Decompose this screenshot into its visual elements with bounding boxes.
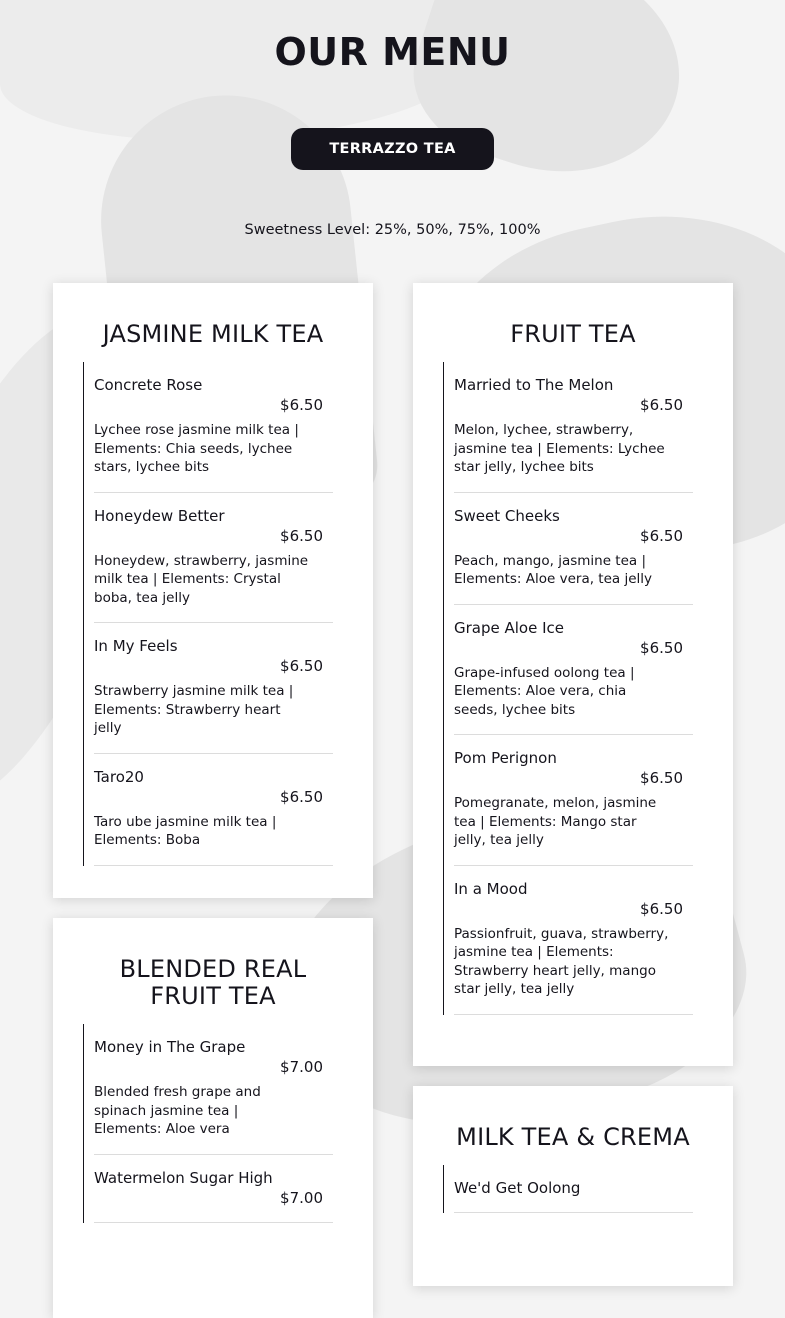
item-name: Honeydew Better <box>94 506 225 525</box>
menu-item[interactable] <box>454 1165 693 1213</box>
item-description: Passionfruit, guava, strawberry, jasmine tea | Elements: Strawberry heart jelly, mango star jelly, tea jelly <box>454 925 669 997</box>
menu-card-milk-tea-crema <box>413 1086 733 1286</box>
section-title <box>53 918 373 1010</box>
menu-item-list <box>443 1165 693 1213</box>
page-title: OUR MENU <box>274 30 511 74</box>
item-description: Melon, lychee, strawberry, jasmine tea | Elements: Lychee star jelly, lychee bits <box>454 422 665 475</box>
menu-card-jasmine-milk-tea <box>53 283 373 898</box>
item-name: Married to The Melon <box>454 376 614 394</box>
item-description: Honeydew, strawberry, jasmine milk tea | Elements: Crystal boba, tea jelly <box>94 552 309 606</box>
menu-item[interactable] <box>454 866 693 1015</box>
menu-item-list <box>83 362 333 866</box>
menu-card-blended-real-fruit-tea <box>53 918 373 1318</box>
item-name: In a Mood <box>454 879 528 898</box>
menu-item[interactable] <box>454 362 693 493</box>
item-price: $6.50 <box>640 769 683 787</box>
menu-item[interactable] <box>94 1155 333 1223</box>
menu-card-fruit-tea <box>413 283 733 1066</box>
menu-item[interactable] <box>454 493 693 605</box>
item-price: $6.50 <box>280 787 323 806</box>
item-description: Lychee rose jasmine milk tea | Elements: Chia seeds, lychee stars, lychee bits <box>94 422 299 475</box>
item-name: Watermelon Sugar High <box>94 1168 273 1187</box>
item-price: $6.50 <box>280 526 323 545</box>
menu-item[interactable] <box>94 754 333 866</box>
item-description: Strawberry jasmine milk tea | Elements: Strawberry heart jelly <box>94 683 294 736</box>
item-price: $7.00 <box>280 1188 323 1207</box>
item-name: Taro20 <box>94 767 144 786</box>
menu-item[interactable] <box>94 362 333 493</box>
section-title: FRUIT TEA <box>510 320 636 348</box>
menu-item[interactable] <box>454 735 693 866</box>
item-name: Sweet Cheeks <box>454 506 560 525</box>
item-name: Concrete Rose <box>94 376 203 394</box>
item-description: Peach, mango, jasmine tea | Elements: Aloe vera, tea jelly <box>454 552 653 587</box>
menu-item[interactable] <box>454 605 693 736</box>
section-title-line: BLENDED REAL <box>119 955 307 983</box>
menu-item-list <box>83 1024 333 1223</box>
item-name: Pom Perignon <box>454 749 557 767</box>
sweetness-level-text: Sweetness Level: 25%, 50%, 75%, 100% <box>244 222 541 238</box>
menu-item[interactable] <box>94 1024 333 1155</box>
item-price: $6.50 <box>280 657 323 675</box>
menu-item[interactable] <box>94 493 333 624</box>
menu-item-list <box>443 362 693 1015</box>
item-name: In My Feels <box>94 637 178 655</box>
item-price: $6.50 <box>640 526 683 545</box>
section-title-line: FRUIT TEA <box>150 982 276 1010</box>
menu-item[interactable] <box>94 623 333 754</box>
item-description: Pomegranate, melon, jasmine tea | Elements: Mango star jelly, tea jelly <box>454 795 657 848</box>
brand-button[interactable]: TERRAZZO TEA <box>291 128 494 170</box>
item-name: Grape Aloe Ice <box>454 618 565 637</box>
item-price: $6.50 <box>640 899 683 918</box>
item-description: Taro ube jasmine milk tea | Elements: Boba <box>94 813 277 848</box>
item-name: We'd Get Oolong <box>454 1179 581 1197</box>
section-title: MILK TEA & CREMA <box>456 1123 690 1151</box>
section-title: JASMINE MILK TEA <box>102 320 324 348</box>
item-price: $6.50 <box>280 396 323 414</box>
item-description: Blended fresh grape and spinach jasmine tea | Elements: Aloe vera <box>94 1084 261 1137</box>
item-price: $6.50 <box>640 396 683 414</box>
item-description: Grape-infused oolong tea | Elements: Aloe vera, chia seeds, lychee bits <box>454 664 635 718</box>
item-price: $7.00 <box>280 1058 323 1076</box>
item-price: $6.50 <box>640 638 683 657</box>
item-name: Money in The Grape <box>94 1038 246 1056</box>
